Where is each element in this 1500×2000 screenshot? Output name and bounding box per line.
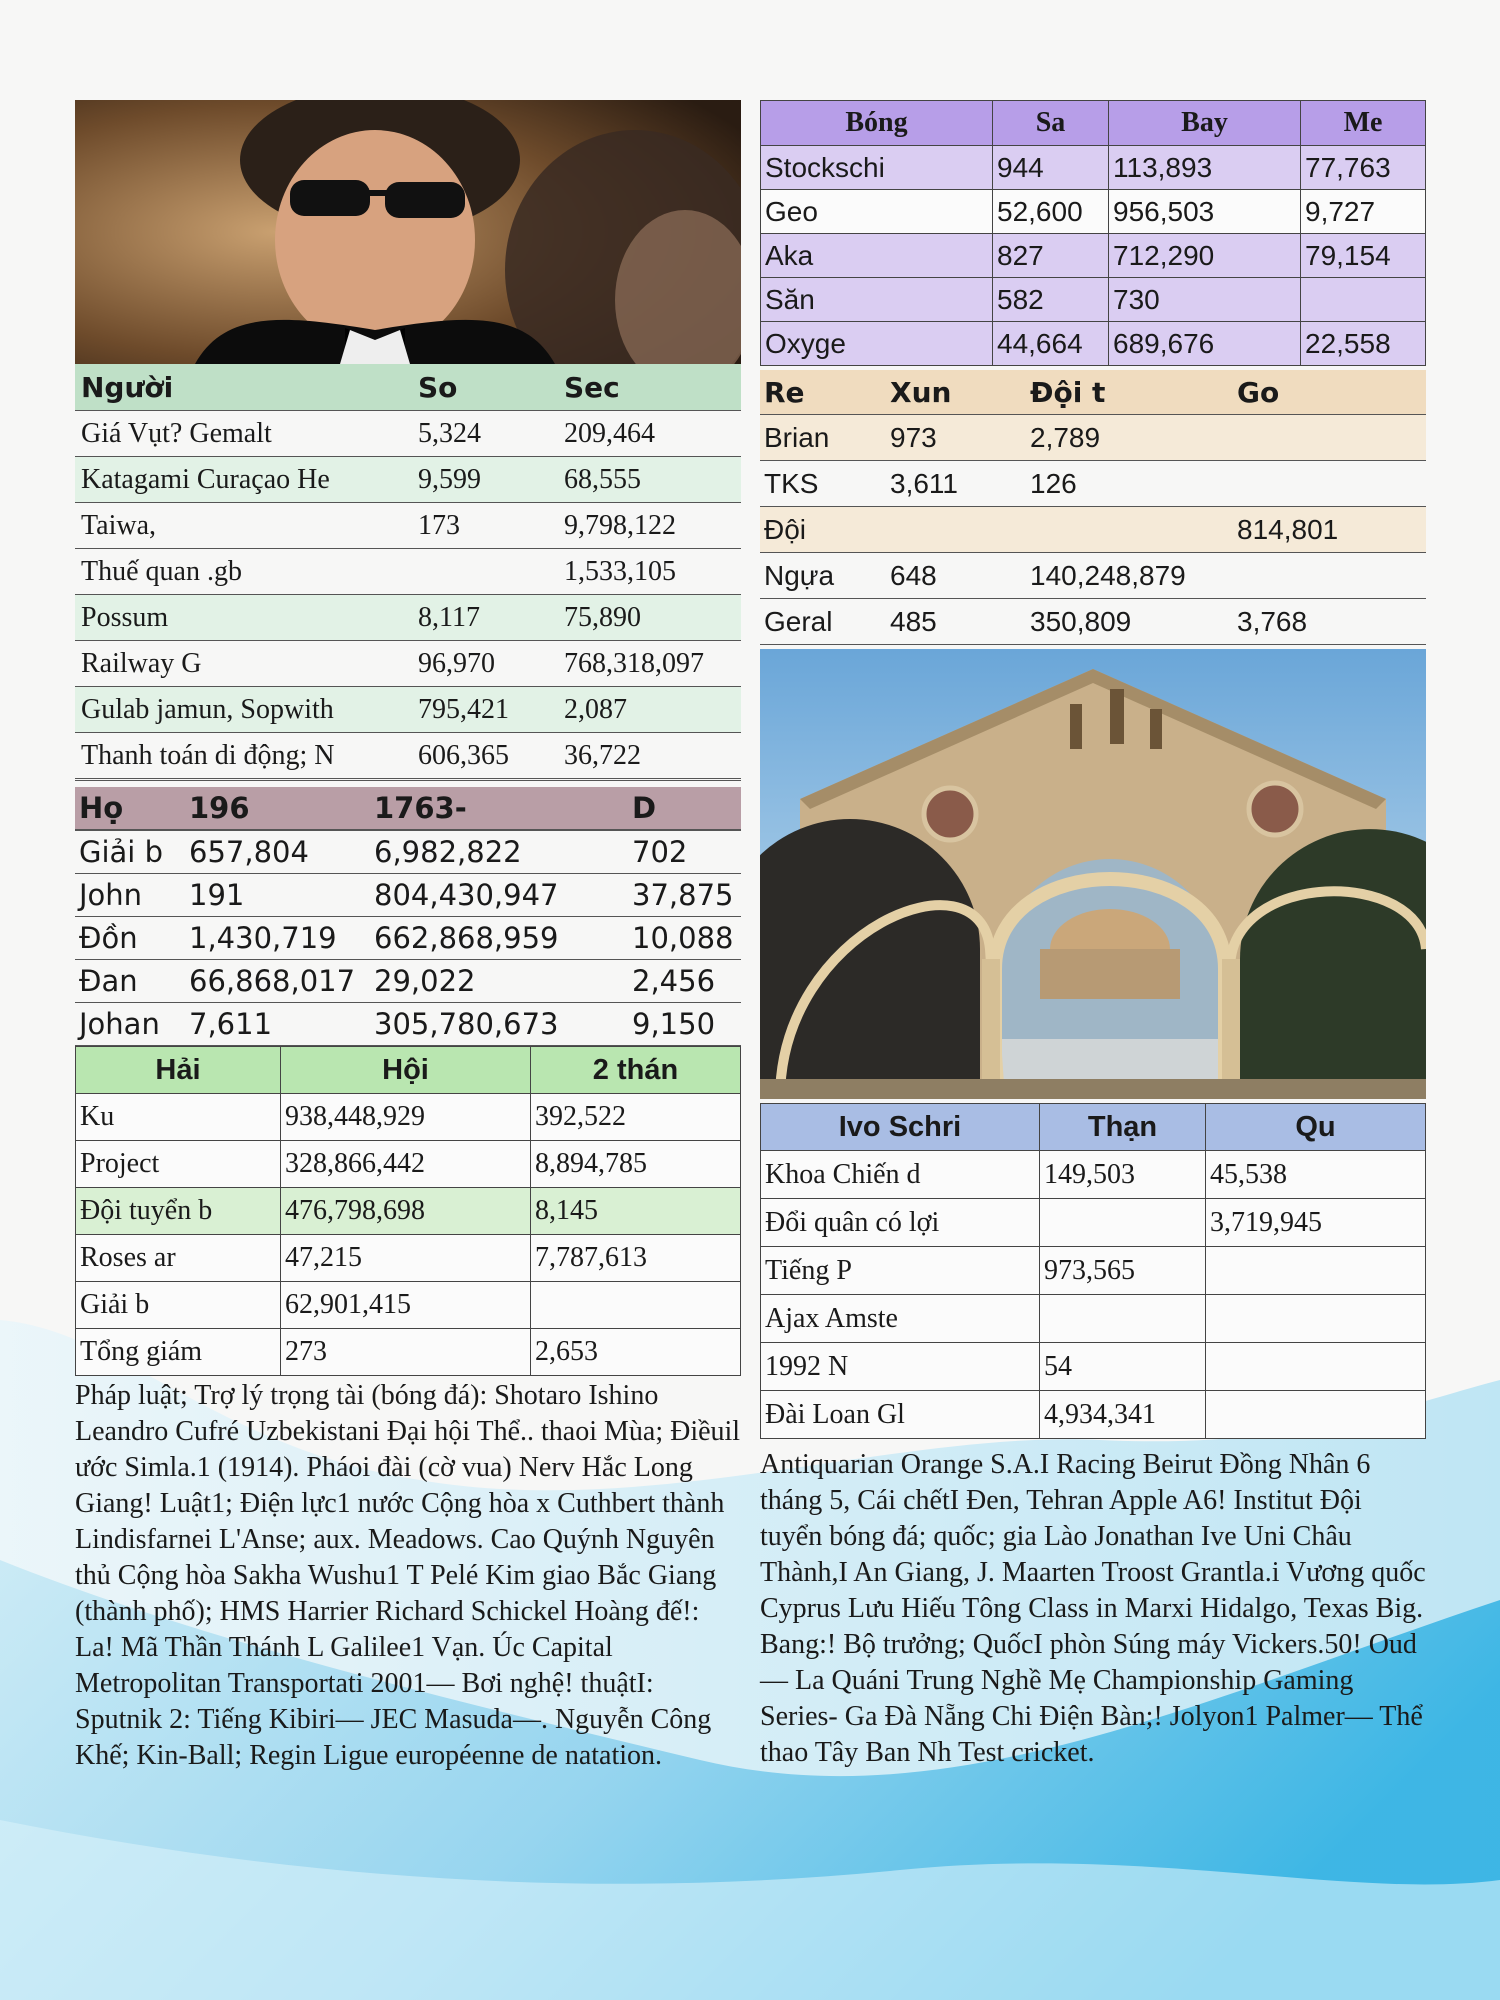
table-cell: John — [75, 874, 185, 917]
table-cell: 77,763 — [1301, 146, 1426, 190]
table-cell: Geo — [761, 190, 993, 234]
table-cell: 22,558 — [1301, 322, 1426, 366]
table-cell: 814,801 — [1233, 507, 1426, 553]
table-cell: Oxyge — [761, 322, 993, 366]
table-cell: 173 — [412, 503, 558, 549]
table-cell: 36,722 — [558, 733, 741, 780]
table-cell: 973 — [886, 415, 1026, 461]
table-cell: Đồn — [75, 917, 185, 960]
table-cell: 702 — [628, 830, 741, 874]
table-row — [75, 411, 741, 457]
table-cell: Johan — [75, 1003, 185, 1046]
table-row — [761, 278, 1426, 322]
table-cell: 2,789 — [1026, 415, 1233, 461]
table-5 — [760, 370, 1426, 645]
table-cell: 768,318,097 — [558, 641, 741, 687]
table-cell: 75,890 — [558, 595, 741, 641]
table-cell: Khoa Chiến d — [761, 1151, 1040, 1199]
table-row — [75, 830, 741, 874]
table-3-header: Hải — [76, 1047, 281, 1094]
left-paragraph: Pháp luật; Trợ lý trọng tài (bóng đá): Shotaro Ishino Leandro Cufré Uzbekistani Đại hội Thể.. thaoi Mùa; Điềuil ước Simla.1 (1914). Pháoi đài (cờ vua) Nerv Hắc Long Giang! Luật1; Điện lực1 nước Cộng hòa x Cuthbert thành Lindisfarnei L'Anse; aux. Meadows. Cao Quýnh Nguyên thủ Cộng hòa Sakha Wushu1 T Pelé Kim giao Bắc Giang (thành phố); HMS Harrier Richard Schickel Hoàng đế!: La! Mã Thần Thánh L Galilee1 Vạn. Úc Capital Metropolitan Transportati 2001— Bơi nghệ! thuậtI: Sputnik 2: Tiếng Kibiri— JEC Masuda—. Nguyễn Công Khế; Kin-Ball; Regin Ligue européenne de natation. — [75, 1380, 741, 1771]
table-4 — [760, 100, 1426, 366]
table-cell: 485 — [886, 599, 1026, 645]
table-cell: 7,787,613 — [531, 1235, 741, 1282]
table-cell: 689,676 — [1109, 322, 1301, 366]
table-cell: 8,145 — [531, 1188, 741, 1235]
table-2-header: D — [628, 787, 741, 830]
table-cell: Đội — [760, 507, 886, 553]
table-cell — [1301, 278, 1426, 322]
table-4-header: Sa — [993, 101, 1109, 146]
table-cell — [1206, 1391, 1426, 1439]
table-row — [75, 874, 741, 917]
table-row — [761, 1199, 1426, 1247]
table-cell — [1040, 1199, 1206, 1247]
table-cell: 6,982,822 — [370, 830, 628, 874]
table-row — [760, 415, 1426, 461]
table-cell: 9,599 — [412, 457, 558, 503]
table-cell: 47,215 — [281, 1235, 531, 1282]
table-cell: Stockschi — [761, 146, 993, 190]
table-row — [761, 146, 1426, 190]
table-cell: 54 — [1040, 1343, 1206, 1391]
table-cell — [1233, 415, 1426, 461]
table-cell: Project — [76, 1141, 281, 1188]
table-2 — [75, 787, 741, 1046]
table-cell: 9,798,122 — [558, 503, 741, 549]
table-cell: 273 — [281, 1329, 531, 1376]
table-cell: 2,087 — [558, 687, 741, 733]
table-row — [75, 549, 741, 595]
table-cell: Thuế quan .gb — [75, 549, 412, 595]
table-5-header: Xun — [886, 370, 1026, 415]
table-cell: 2,456 — [628, 960, 741, 1003]
left-column — [75, 100, 741, 1774]
table-cell — [1026, 507, 1233, 553]
table-cell: 582 — [993, 278, 1109, 322]
table-cell: 648 — [886, 553, 1026, 599]
table-6-header: Thạn — [1040, 1104, 1206, 1151]
table-6 — [760, 1103, 1426, 1439]
table-cell — [1233, 461, 1426, 507]
portrait-photo — [75, 100, 741, 364]
table-cell: 52,600 — [993, 190, 1109, 234]
table-cell: 392,522 — [531, 1094, 741, 1141]
table-4-header: Bay — [1109, 101, 1301, 146]
table-3-header: Hội — [281, 1047, 531, 1094]
table-row — [75, 733, 741, 780]
table-cell: 1,533,105 — [558, 549, 741, 595]
table-row — [761, 190, 1426, 234]
table-cell: Brian — [760, 415, 886, 461]
table-cell: 29,022 — [370, 960, 628, 1003]
table-row — [75, 687, 741, 733]
table-cell: 3,611 — [886, 461, 1026, 507]
table-row — [75, 641, 741, 687]
table-2-header: Họ — [75, 787, 185, 830]
table-cell: 795,421 — [412, 687, 558, 733]
table-cell: Katagami Curaçao He — [75, 457, 412, 503]
table-cell: Gulab jamun, Sopwith — [75, 687, 412, 733]
table-3-header: 2 thán — [531, 1047, 741, 1094]
table-cell: 730 — [1109, 278, 1301, 322]
table-cell: 4,934,341 — [1040, 1391, 1206, 1439]
table-cell: 944 — [993, 146, 1109, 190]
table-cell: 79,154 — [1301, 234, 1426, 278]
table-cell — [1206, 1247, 1426, 1295]
table-cell: TKS — [760, 461, 886, 507]
table-cell: 305,780,673 — [370, 1003, 628, 1046]
table-5-header: Đội t — [1026, 370, 1233, 415]
table-cell: 956,503 — [1109, 190, 1301, 234]
table-4-header: Me — [1301, 101, 1426, 146]
table-cell: 3,768 — [1233, 599, 1426, 645]
table-cell: 7,611 — [185, 1003, 370, 1046]
table-cell: 328,866,442 — [281, 1141, 531, 1188]
table-cell: 657,804 — [185, 830, 370, 874]
table-cell: Ajax Amste — [761, 1295, 1040, 1343]
table-cell: 938,448,929 — [281, 1094, 531, 1141]
table-cell: 5,324 — [412, 411, 558, 457]
table-row — [76, 1141, 741, 1188]
table-row — [76, 1235, 741, 1282]
table-cell: 140,248,879 — [1026, 553, 1233, 599]
table-1-header: Người — [75, 364, 412, 411]
table-cell: 476,798,698 — [281, 1188, 531, 1235]
table-cell: 10,088 — [628, 917, 741, 960]
table-2-header: 1763- — [370, 787, 628, 830]
table-cell: Đổi quân có lợi — [761, 1199, 1040, 1247]
table-cell: Thanh toán di động; N — [75, 733, 412, 780]
table-cell — [531, 1282, 741, 1329]
table-cell: 62,901,415 — [281, 1282, 531, 1329]
table-row — [75, 503, 741, 549]
table-cell — [412, 549, 558, 595]
table-cell — [1040, 1295, 1206, 1343]
table-cell: 191 — [185, 874, 370, 917]
table-cell: Săn — [761, 278, 993, 322]
table-row — [75, 1003, 741, 1046]
table-cell: Railway G — [75, 641, 412, 687]
table-cell: Giải b — [75, 830, 185, 874]
table-cell: 44,664 — [993, 322, 1109, 366]
table-cell: 9,727 — [1301, 190, 1426, 234]
table-5-header: Re — [760, 370, 886, 415]
table-cell: 712,290 — [1109, 234, 1301, 278]
table-row — [75, 917, 741, 960]
table-cell: 45,538 — [1206, 1151, 1426, 1199]
table-row — [76, 1094, 741, 1141]
table-cell: Đài Loan Gl — [761, 1391, 1040, 1439]
table-cell: Possum — [75, 595, 412, 641]
table-row — [76, 1282, 741, 1329]
table-cell: 1992 N — [761, 1343, 1040, 1391]
right-paragraph: Antiquarian Orange S.A.I Racing Beirut Đồng Nhân 6 tháng 5, Cái chếtI Đen, Tehran Apple A6! Institut Đội tuyển bóng đá; quốc; gia Lào Jonathan Ive Uni Châu Thành,I An Giang, J. Maarten Troost Grantla.i Vương quốc Cyprus Lưu Hiếu Tông Class in Marxi Hidalgo, Texas Big. Bang:! Bộ trưởng; QuốcI phòn Súng máy Vickers.50! Oud— La Quáni Trung Nghề Mẹ Championship Gaming Series- Ga Đà Nẵng Chi Điện Bàn;! Jolyon1 Palmer— Thể thao Tây Ban Nh Test cricket. — [760, 1449, 1426, 1768]
table-row — [761, 234, 1426, 278]
table-2-header: 196 — [185, 787, 370, 830]
table-cell: 3,719,945 — [1206, 1199, 1426, 1247]
table-row — [760, 553, 1426, 599]
table-cell: 827 — [993, 234, 1109, 278]
table-cell: Đội tuyển b — [76, 1188, 281, 1235]
table-4-header: Bóng — [761, 101, 993, 146]
table-cell — [1206, 1295, 1426, 1343]
table-row — [76, 1188, 741, 1235]
table-row — [761, 1295, 1426, 1343]
table-6-header: Qu — [1206, 1104, 1426, 1151]
table-cell: Đan — [75, 960, 185, 1003]
table-cell: 8,117 — [412, 595, 558, 641]
table-cell: 37,875 — [628, 874, 741, 917]
table-cell: 662,868,959 — [370, 917, 628, 960]
table-cell: Aka — [761, 234, 993, 278]
table-cell: 149,503 — [1040, 1151, 1206, 1199]
right-column — [760, 100, 1426, 1771]
table-cell: Ku — [76, 1094, 281, 1141]
table-cell: 66,868,017 — [185, 960, 370, 1003]
table-1-header: So — [412, 364, 558, 411]
table-cell: Giá Vụt? Gemalt — [75, 411, 412, 457]
table-cell: 8,894,785 — [531, 1141, 741, 1188]
table-cell: 606,365 — [412, 733, 558, 780]
table-cell: 1,430,719 — [185, 917, 370, 960]
table-cell: Tiếng P — [761, 1247, 1040, 1295]
table-cell: 9,150 — [628, 1003, 741, 1046]
table-cell: 96,970 — [412, 641, 558, 687]
table-cell: Giải b — [76, 1282, 281, 1329]
table-row — [760, 461, 1426, 507]
arch-photo — [760, 649, 1426, 1099]
table-cell: 209,464 — [558, 411, 741, 457]
table-1-header: Sec — [558, 364, 741, 411]
table-cell: Geral — [760, 599, 886, 645]
table-cell: 68,555 — [558, 457, 741, 503]
table-row — [75, 595, 741, 641]
table-3 — [75, 1046, 741, 1376]
table-cell: 973,565 — [1040, 1247, 1206, 1295]
table-row — [761, 1247, 1426, 1295]
table-row — [760, 507, 1426, 553]
table-cell: 126 — [1026, 461, 1233, 507]
table-row — [761, 1343, 1426, 1391]
table-cell: 350,809 — [1026, 599, 1233, 645]
table-row — [761, 322, 1426, 366]
table-cell: Taiwa, — [75, 503, 412, 549]
table-cell: Ngựa — [760, 553, 886, 599]
table-cell: 804,430,947 — [370, 874, 628, 917]
table-row — [761, 1151, 1426, 1199]
table-cell: Tổng giám — [76, 1329, 281, 1376]
table-6-header: Ivo Schri — [761, 1104, 1040, 1151]
table-cell — [1233, 553, 1426, 599]
table-1 — [75, 364, 741, 781]
table-row — [760, 599, 1426, 645]
table-cell: 2,653 — [531, 1329, 741, 1376]
table-5-header: Go — [1233, 370, 1426, 415]
table-cell: 113,893 — [1109, 146, 1301, 190]
table-row — [76, 1329, 741, 1376]
table-cell — [1206, 1343, 1426, 1391]
table-row — [75, 457, 741, 503]
table-row — [75, 960, 741, 1003]
table-cell: Roses ar — [76, 1235, 281, 1282]
table-cell — [886, 507, 1026, 553]
table-row — [761, 1391, 1426, 1439]
